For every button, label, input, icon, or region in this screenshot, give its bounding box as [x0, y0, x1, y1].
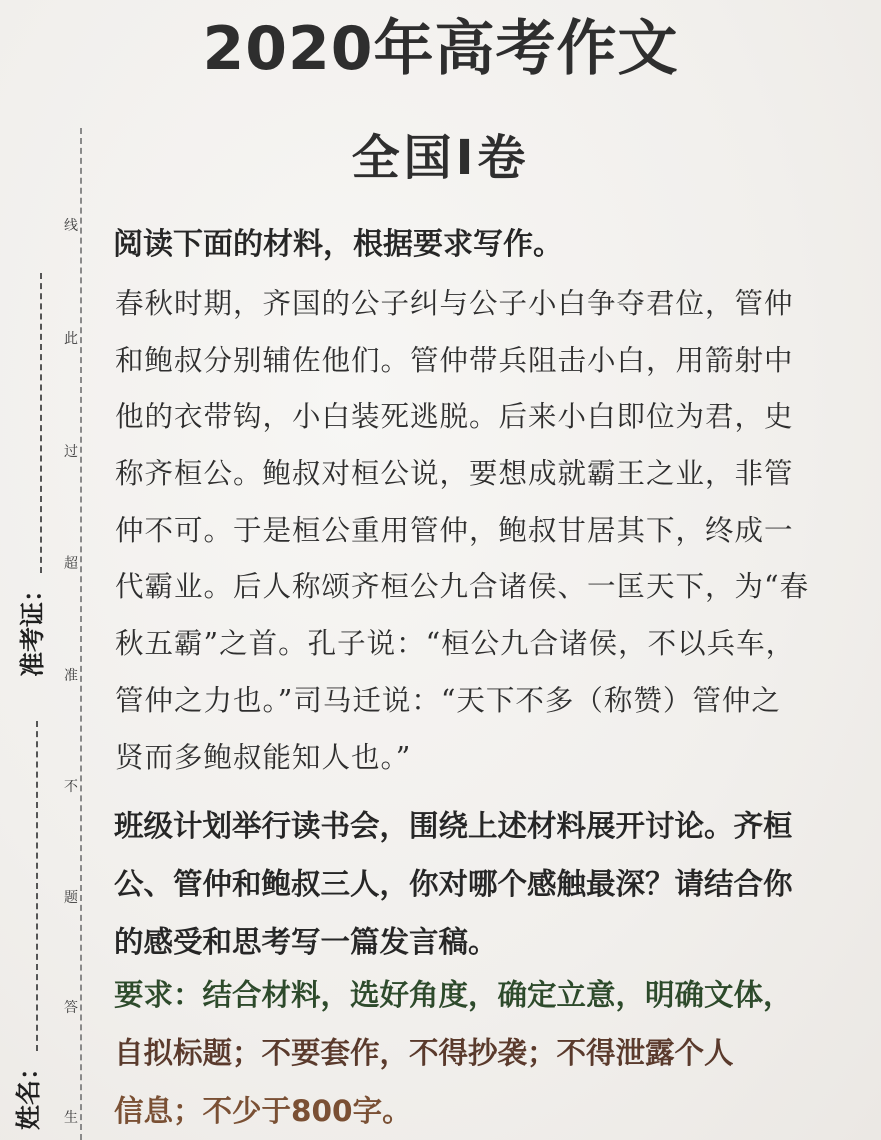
material-line: 仲不可。于是桓公重用管仲，鲍叔甘居其下，终成一 — [115, 513, 794, 547]
material-line: 管仲之力也。”司马迁说：“天下不多（称赞）管仲之 — [115, 683, 781, 717]
material-line: 贤而多鲍叔能知人也。” — [115, 740, 412, 774]
margin-char-2: 此 — [64, 331, 78, 347]
requirements-paragraph — [114, 966, 793, 1140]
name-field[interactable] — [14, 721, 44, 1130]
task-line: 班级计划举行读书会，围绕上述材料展开讨论。齐桓 — [114, 809, 793, 843]
page-subtitle: 全国Ⅰ卷 — [351, 130, 530, 186]
requirement-line: 信息；不少于800字。 — [114, 1094, 412, 1128]
task-paragraph — [114, 797, 793, 971]
binding-dashed-line — [80, 128, 82, 1140]
exam-id-label: 准考证： — [18, 576, 47, 677]
margin-char-7: 题 — [64, 890, 78, 906]
margin-char-6: 不 — [64, 779, 78, 795]
material-line: 他的衣带钩，小白装死逃脱。后来小白即位为君，史 — [115, 400, 794, 434]
material-line: 春秋时期，齐国的公子纠与公子小白争夺君位，管仲 — [115, 287, 794, 320]
exam-id-blank[interactable] — [24, 273, 42, 573]
page-title: 2020年高考作文 — [202, 14, 679, 84]
task-line: 公、管仲和鲍叔三人，你对哪个感触最深？请结合你 — [114, 867, 793, 901]
name-blank[interactable] — [20, 721, 38, 1051]
material-line: 和鲍叔分别辅佐他们。管仲带兵阻击小白，用箭射中 — [115, 343, 794, 377]
margin-char-4: 超 — [64, 556, 78, 572]
material-line: 秋五霸”之首。孔子说：“桓公九合诸侯，不以兵车， — [115, 627, 796, 661]
material-line: 称齐桓公。鲍叔对桓公说，要想成就霸王之业，非管 — [115, 457, 794, 491]
margin-char-3: 过 — [64, 444, 78, 460]
requirement-line: 要求：结合材料，选好角度，确定立意，明确文体， — [114, 978, 793, 1012]
material-line: 代霸业。后人称颂齐桓公九合诸侯、一匡天下，为“春 — [115, 570, 810, 604]
material-paragraph — [115, 276, 809, 786]
name-label: 姓名： — [14, 1054, 43, 1130]
margin-char-5: 准 — [64, 668, 78, 684]
instruction-heading: 阅读下面的材料，根据要求写作。 — [113, 227, 563, 262]
exam-id-field[interactable] — [18, 273, 48, 677]
margin-char-8: 答 — [64, 1000, 78, 1016]
margin-char-9: 生 — [64, 1110, 78, 1126]
margin-char-1: 线 — [64, 218, 78, 234]
task-line: 的感受和思考写一篇发言稿。 — [114, 925, 498, 959]
requirement-line: 自拟标题；不要套作，不得抄袭；不得泄露个人 — [114, 1036, 734, 1070]
